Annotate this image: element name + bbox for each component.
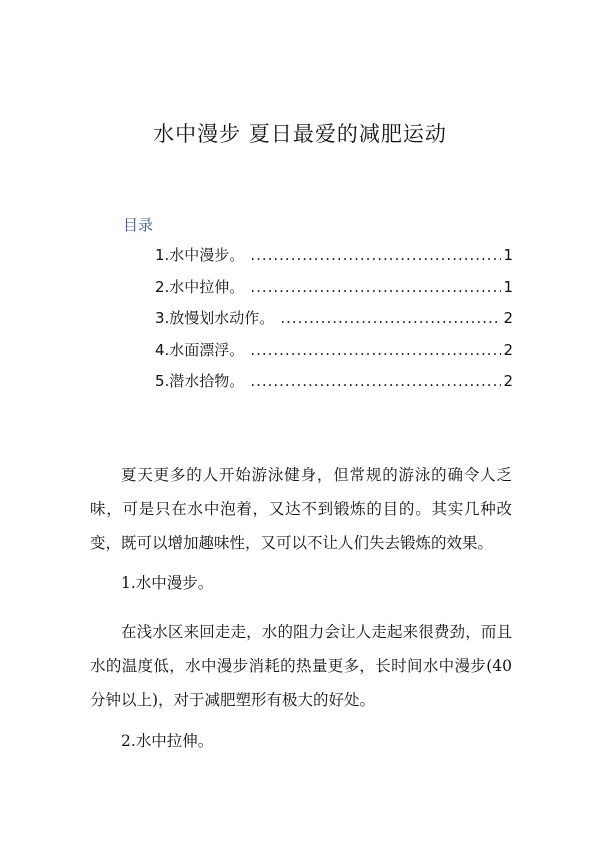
- document-title: 水中漫步 夏日最爱的减肥运动: [153, 122, 447, 146]
- section-paragraph-1: 在浅水区来回走走，水的阻力会让人走起来很费劲，而且水的温度低，水中漫步消耗的热量更多，长时间水中漫步(40分钟以上)，对于减肥塑形有极大的好处。: [90, 623, 512, 709]
- toc-entry[interactable]: [155, 240, 513, 272]
- toc-entry[interactable]: [155, 272, 513, 304]
- toc-entry-page: 1: [503, 246, 513, 264]
- toc-entry-page: 1: [503, 277, 513, 296]
- toc-entry-page: 2: [503, 340, 513, 359]
- toc-leader-dots: [250, 335, 501, 367]
- toc-entry[interactable]: [155, 303, 513, 335]
- table-of-contents: [155, 240, 513, 398]
- toc-entry-label: 4.水面漂浮。: [155, 340, 245, 359]
- toc-leader-dots: [250, 240, 501, 272]
- section-heading-1: 1.水中漫步。: [121, 574, 214, 592]
- toc-heading: 目录: [123, 216, 154, 234]
- toc-leader-dots: [250, 366, 501, 398]
- toc-entry-label: 5.潜水拾物。: [155, 372, 245, 390]
- section-heading-2: 2.水中拉伸。: [121, 732, 214, 750]
- toc-leader-dots: [250, 272, 501, 304]
- toc-entry[interactable]: [155, 335, 513, 367]
- toc-leader-dots: [280, 303, 501, 335]
- toc-entry-label: 2.水中拉伸。: [155, 277, 245, 296]
- toc-entry[interactable]: [155, 366, 513, 398]
- toc-entry-page: 2: [503, 309, 513, 327]
- toc-entry-page: 2: [503, 372, 513, 390]
- toc-entry-label: 3.放慢划水动作。: [155, 309, 275, 327]
- intro-paragraph: 夏天更多的人开始游泳健身，但常规的游泳的确令人乏味，可是只在水中泡着，又达不到锻炼的目的。其实几种改变，既可以增加趣味性，又可以不让人们失去锻炼的效果。: [90, 466, 512, 552]
- toc-entry-label: 1.水中漫步。: [155, 246, 245, 264]
